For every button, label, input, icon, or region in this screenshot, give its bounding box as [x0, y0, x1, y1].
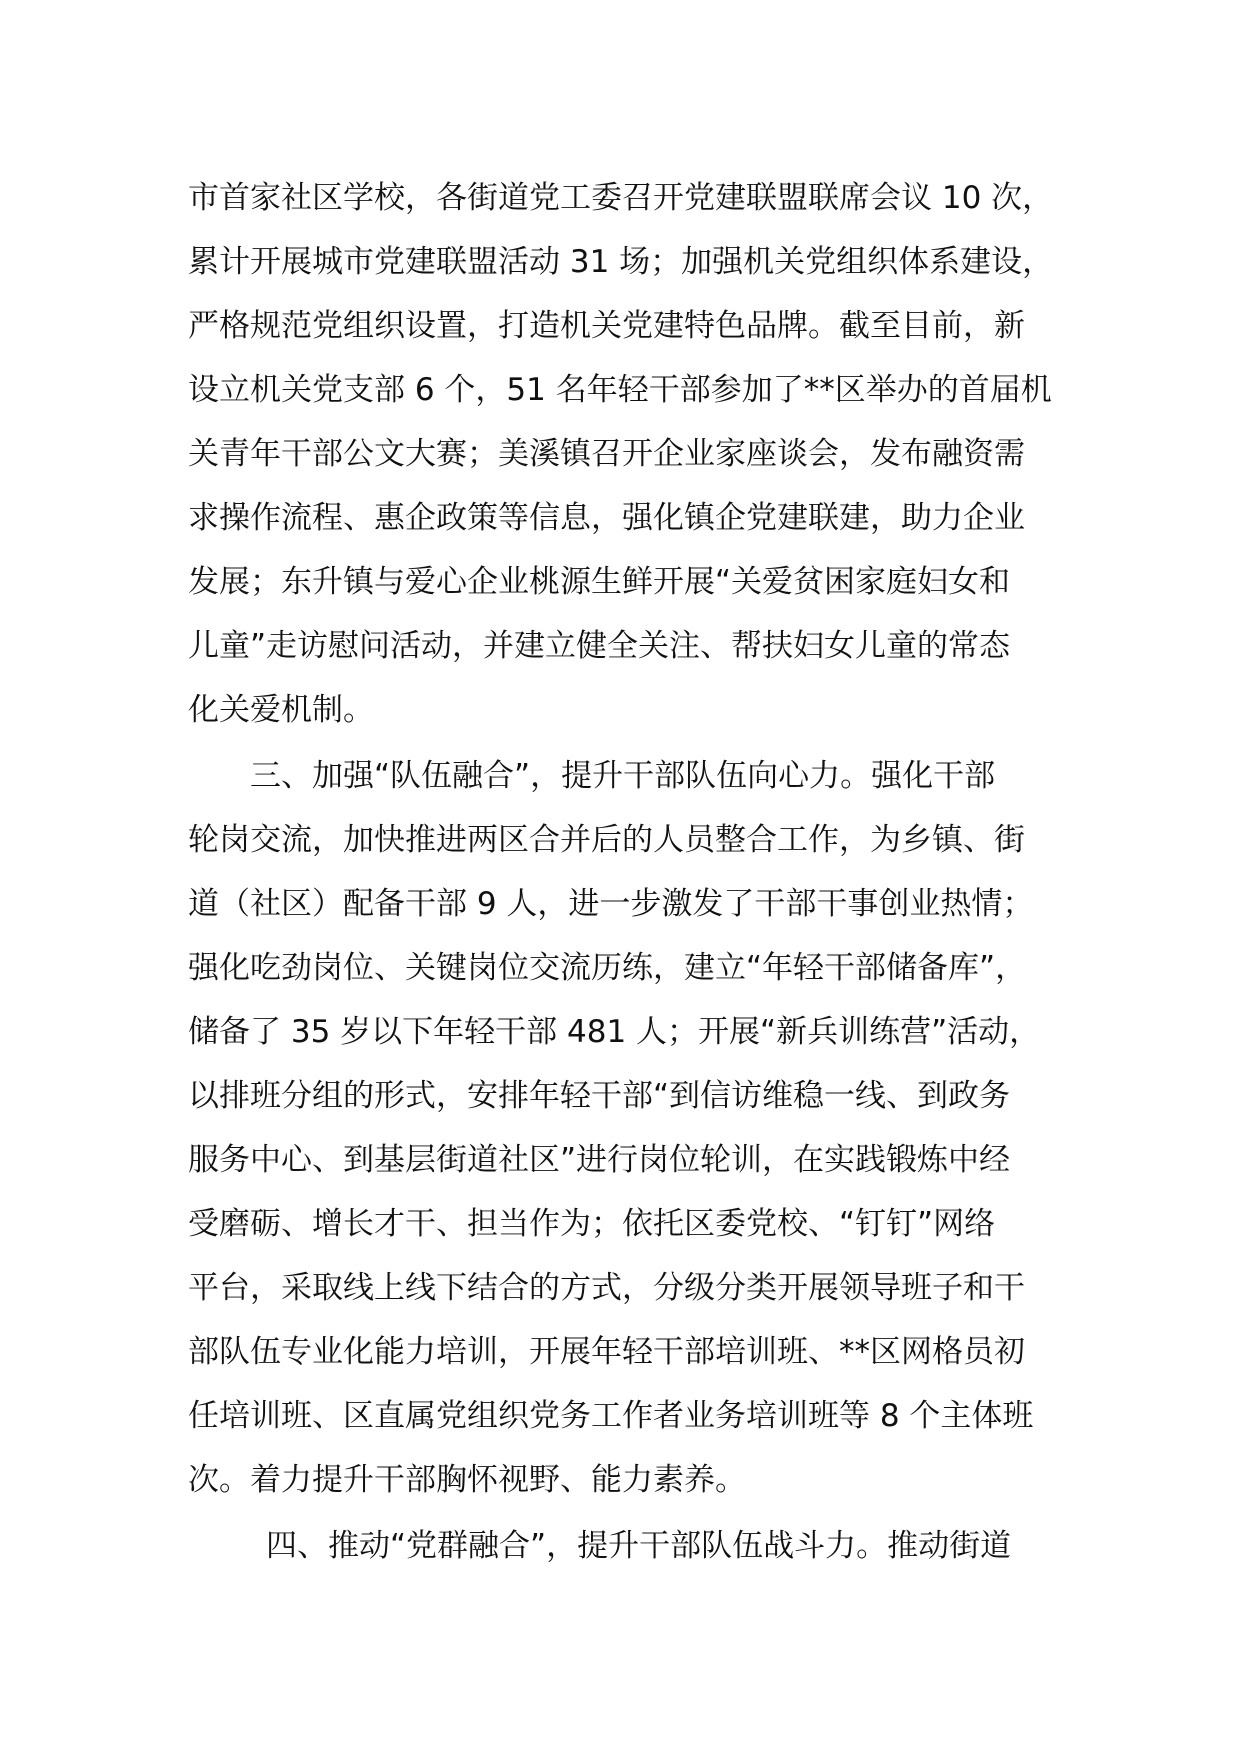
paragraph-2-line-3: 道（社区）配备干部 9 人，进一步激发了干部干事创业热情； — [188, 886, 1034, 922]
paragraph-1-line-3: 严格规范党组织设置，打造机关党建特色品牌。截至目前，新 — [188, 308, 1025, 344]
paragraph-2-line-1: 三、加强“队伍融合”，提升干部队伍向心力。强化干部 — [250, 758, 996, 794]
paragraph-1-line-9: 化关爱机制。 — [188, 692, 374, 728]
paragraph-1-line-8: 儿童”走访慰问活动，并建立健全关注、帮扶妇女儿童的常态 — [188, 628, 1011, 664]
paragraph-1-line-6: 求操作流程、惠企政策等信息，强化镇企党建联建，助力企业 — [188, 500, 1025, 536]
paragraph-1-line-4: 设立机关党支部 6 个，51 名年轻干部参加了**区举办的首届机 — [188, 372, 1052, 408]
paragraph-2-line-9: 平台，采取线上线下结合的方式，分级分类开展领导班子和干 — [188, 1270, 1025, 1306]
paragraph-1-line-1: 市首家社区学校，各街道党工委召开党建联盟联席会议 10 次， — [188, 180, 1054, 216]
paragraph-1-line-5: 关青年干部公文大赛；美溪镇召开企业家座谈会，发布融资需 — [188, 436, 1025, 472]
paragraph-3-line-1: 四、推动“党群融合”，提升干部队伍战斗力。推动街道 — [266, 1528, 1012, 1564]
paragraph-2-line-4: 强化吃劲岗位、关键岗位交流历练，建立“年轻干部储备库”， — [188, 950, 1027, 986]
paragraph-2-line-8: 受磨砺、增长才干、担当作为；依托区委党校、“钉钉”网络 — [188, 1206, 996, 1242]
paragraph-1-line-7: 发展；东升镇与爱心企业桃源生鲜开展“关爱贫困家庭妇女和 — [188, 564, 1011, 600]
paragraph-2-line-6: 以排班分组的形式，安排年轻干部“到信访维稳一线、到政务 — [188, 1078, 1011, 1114]
paragraph-2-line-5: 储备了 35 岁以下年轻干部 481 人；开展“新兵训练营”活动， — [188, 1014, 1041, 1050]
paragraph-2-line-2: 轮岗交流，加快推进两区合并后的人员整合工作，为乡镇、街 — [188, 822, 1025, 858]
paragraph-2-line-11: 任培训班、区直属党组织党务工作者业务培训班等 8 个主体班 — [188, 1398, 1034, 1434]
paragraph-1-line-2: 累计开展城市党建联盟活动 31 场；加强机关党组织体系建设， — [188, 244, 1054, 280]
document-body — [188, 166, 1068, 1578]
paragraph-2-line-12: 次。着力提升干部胸怀视野、能力素养。 — [188, 1462, 746, 1498]
paragraph-2-line-7: 服务中心、到基层街道社区”进行岗位轮训，在实践锻炼中经 — [188, 1142, 1011, 1178]
paragraph-2-line-10: 部队伍专业化能力培训，开展年轻干部培训班、**区网格员初 — [188, 1334, 1025, 1370]
